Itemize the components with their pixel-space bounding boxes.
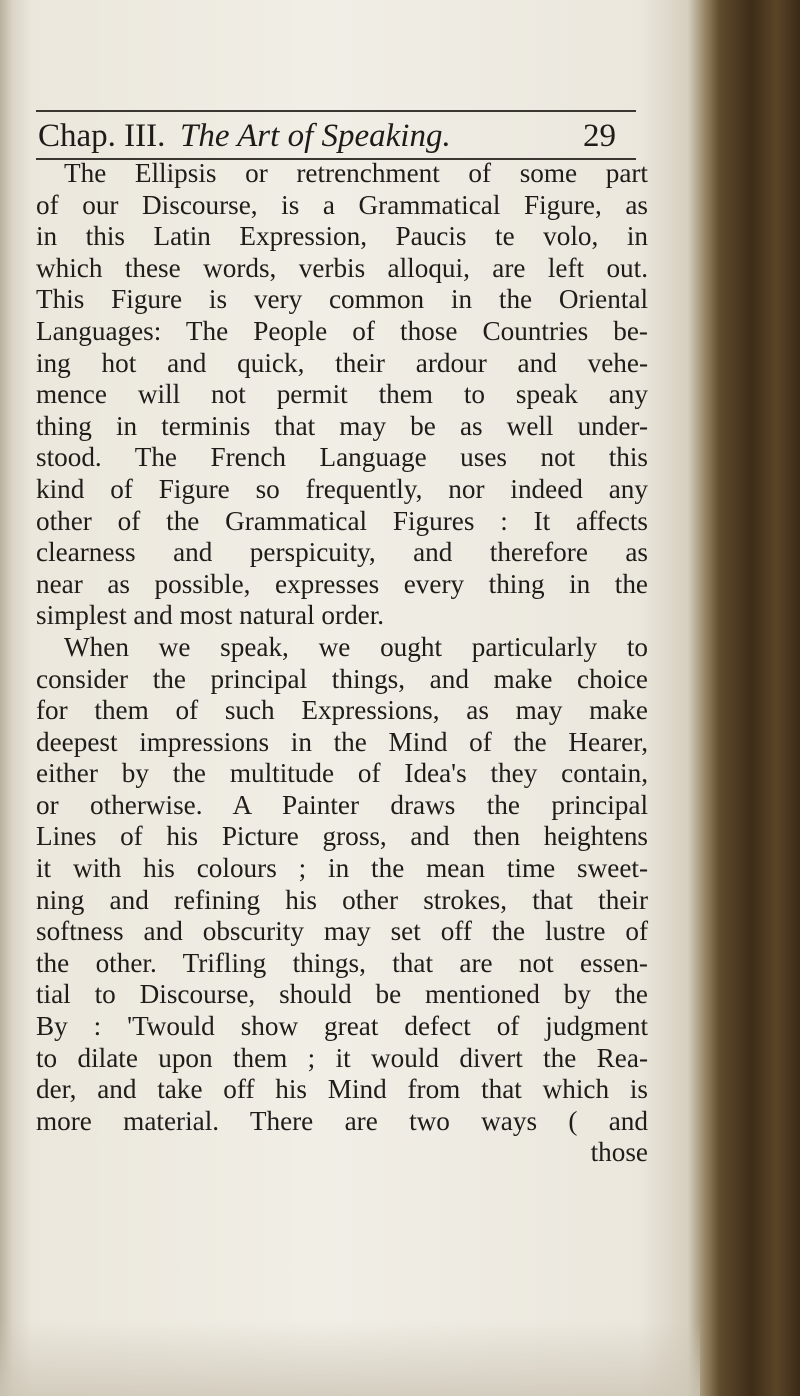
text-line: deepest impressions in the Mind of the Hearer, <box>36 726 648 757</box>
text-line: in this Latin Expression, Paucis te volo, in <box>36 221 648 252</box>
text-line: When we speak, we ought particularly to <box>64 631 648 662</box>
text-line: consider the principal things, and make choice <box>36 663 648 694</box>
text-line: This Figure is very common in the Oriental <box>36 284 648 315</box>
text-line: thing in terminis that may be as well under- <box>36 410 648 441</box>
running-title: The Art of Speaking. <box>180 118 451 154</box>
text-line: which these words, verbis alloqui, are left out. <box>36 252 648 283</box>
header-top-rule <box>36 110 636 112</box>
text-line: Lines of his Picture gross, and then heightens <box>36 821 648 852</box>
text-line: By : 'Twould show great defect of judgment <box>36 1011 648 1042</box>
chapter-label: Chap. III. <box>38 118 166 154</box>
text-line: the other. Trifling things, that are not essen- <box>36 947 648 978</box>
text-line: near as possible, expresses every thing in the <box>36 568 648 599</box>
text-line: Languages: The People of those Countries be- <box>36 315 648 346</box>
text-line: ing hot and quick, their ardour and vehe- <box>36 347 648 378</box>
text-line: kind of Figure so frequently, nor indeed any <box>36 473 648 504</box>
text-line: mence will not permit them to speak any <box>36 379 648 410</box>
text-line: to dilate upon them ; it would divert the Rea- <box>36 1042 648 1073</box>
text-line: The Ellipsis or retrenchment of some part <box>64 158 648 188</box>
text-line: other of the Grammatical Figures : It affects <box>36 505 648 536</box>
page-bottom-shade <box>0 1320 700 1396</box>
text-line: either by the multitude of Idea's they contain, <box>36 758 648 789</box>
text-line: simplest and most natural order. <box>36 600 385 631</box>
text-line: stood. The French Language uses not this <box>36 442 648 473</box>
text-line: it with his colours ; in the mean time sweet- <box>36 853 648 884</box>
running-header <box>38 118 638 158</box>
page-number: 29 <box>583 118 616 154</box>
text-line: ning and refining his other strokes, that their <box>36 884 648 915</box>
text-line: of our Discourse, is a Grammatical Figure, as <box>36 189 648 220</box>
text-line: der, and take off his Mind from that which is <box>36 1074 648 1105</box>
text-line: for them of such Expressions, as may make <box>36 695 648 726</box>
text-line: more material. There are two ways ( and <box>36 1105 648 1136</box>
text-line: tial to Discourse, should be mentioned by the <box>36 979 648 1010</box>
text-line: clearness and perspicuity, and therefore as <box>36 537 648 568</box>
text-line: those <box>590 1137 648 1168</box>
text-line: softness and obscurity may set off the lustre of <box>36 916 648 947</box>
body-text <box>36 158 648 1169</box>
text-line: or otherwise. A Painter draws the principal <box>36 789 648 820</box>
